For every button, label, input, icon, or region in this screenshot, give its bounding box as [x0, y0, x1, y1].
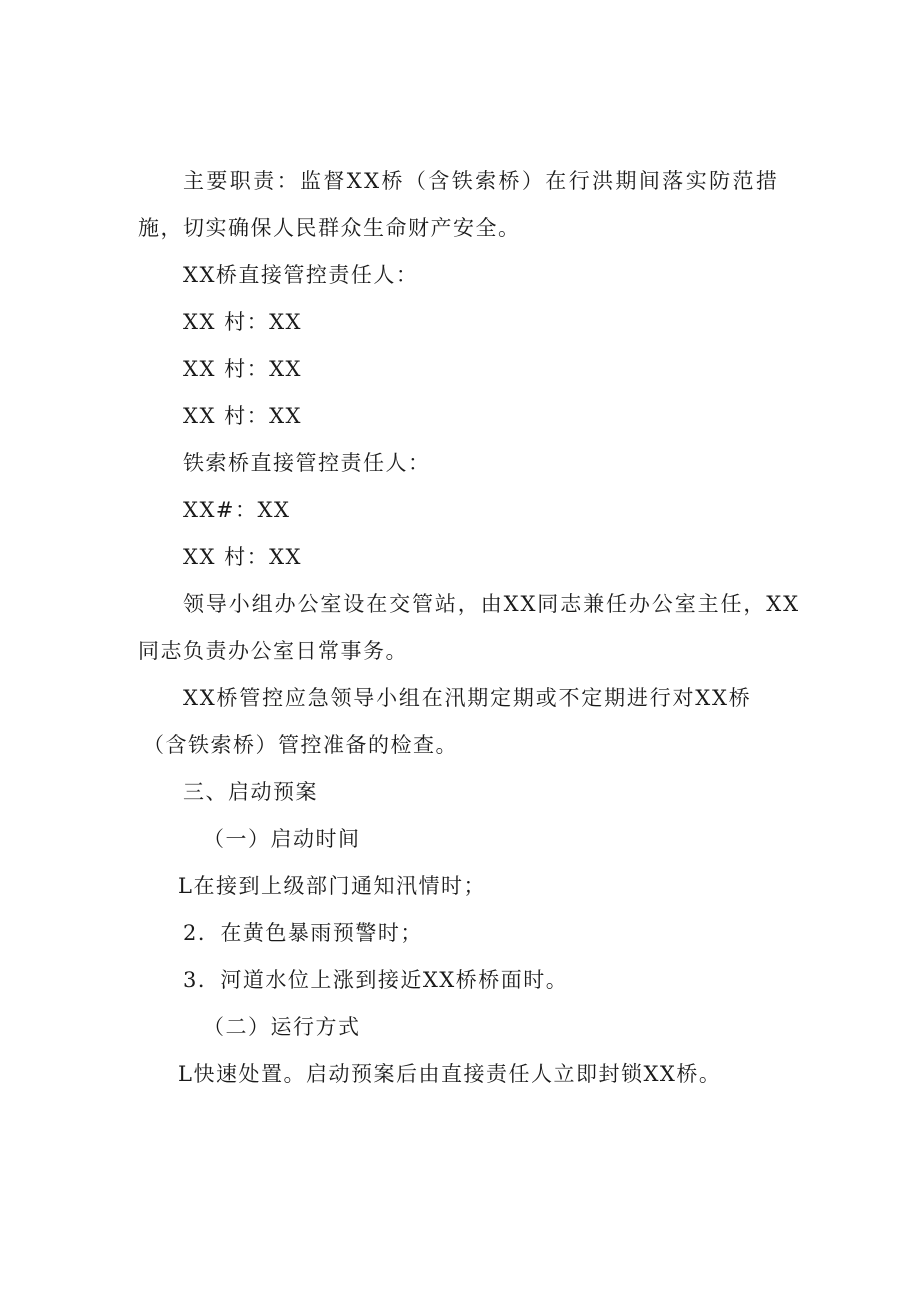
- village-entry: XX#：XX: [183, 498, 291, 522]
- paragraph-inspection: XX桥管控应急领导小组在汛期定期或不定期进行对XX桥: [183, 686, 752, 710]
- list-item: L快速处置。启动预案后由直接责任人立即封锁XX桥。: [178, 1062, 722, 1086]
- paragraph-office: 领导小组办公室设在交管站，由XX同志兼任办公室主任，XX: [183, 592, 800, 616]
- paragraph-main-duty-cont: 施，切实确保人民群众生命财产安全。: [138, 216, 521, 240]
- subsection-heading-operation: （二）运行方式: [203, 1015, 361, 1039]
- village-entry: XX 村：XX: [183, 404, 302, 428]
- village-entry: XX 村：XX: [183, 545, 302, 569]
- subsection-heading-start-time: （一）启动时间: [203, 827, 361, 851]
- heading-chain-bridge-responsible: 铁索桥直接管控责任人：: [183, 451, 431, 475]
- village-entry: XX 村：XX: [183, 357, 302, 381]
- paragraph-inspection-cont: （含铁索桥）管控准备的检查。: [143, 733, 458, 757]
- heading-bridge-responsible: XX桥直接管控责任人：: [183, 263, 419, 287]
- paragraph-main-duty: 主要职责：监督XX桥（含铁索桥）在行洪期间落实防范措: [183, 169, 780, 193]
- list-item: 3．河道水位上涨到接近XX桥桥面时。: [183, 968, 569, 992]
- list-item: L在接到上级部门通知汛情时；: [178, 874, 486, 898]
- section-heading-start-plan: 三、启动预案: [183, 780, 318, 804]
- paragraph-office-cont: 同志负责办公室日常事务。: [138, 639, 408, 663]
- village-entry: XX 村：XX: [183, 310, 302, 334]
- list-item: 2．在黄色暴雨预警时；: [183, 921, 423, 945]
